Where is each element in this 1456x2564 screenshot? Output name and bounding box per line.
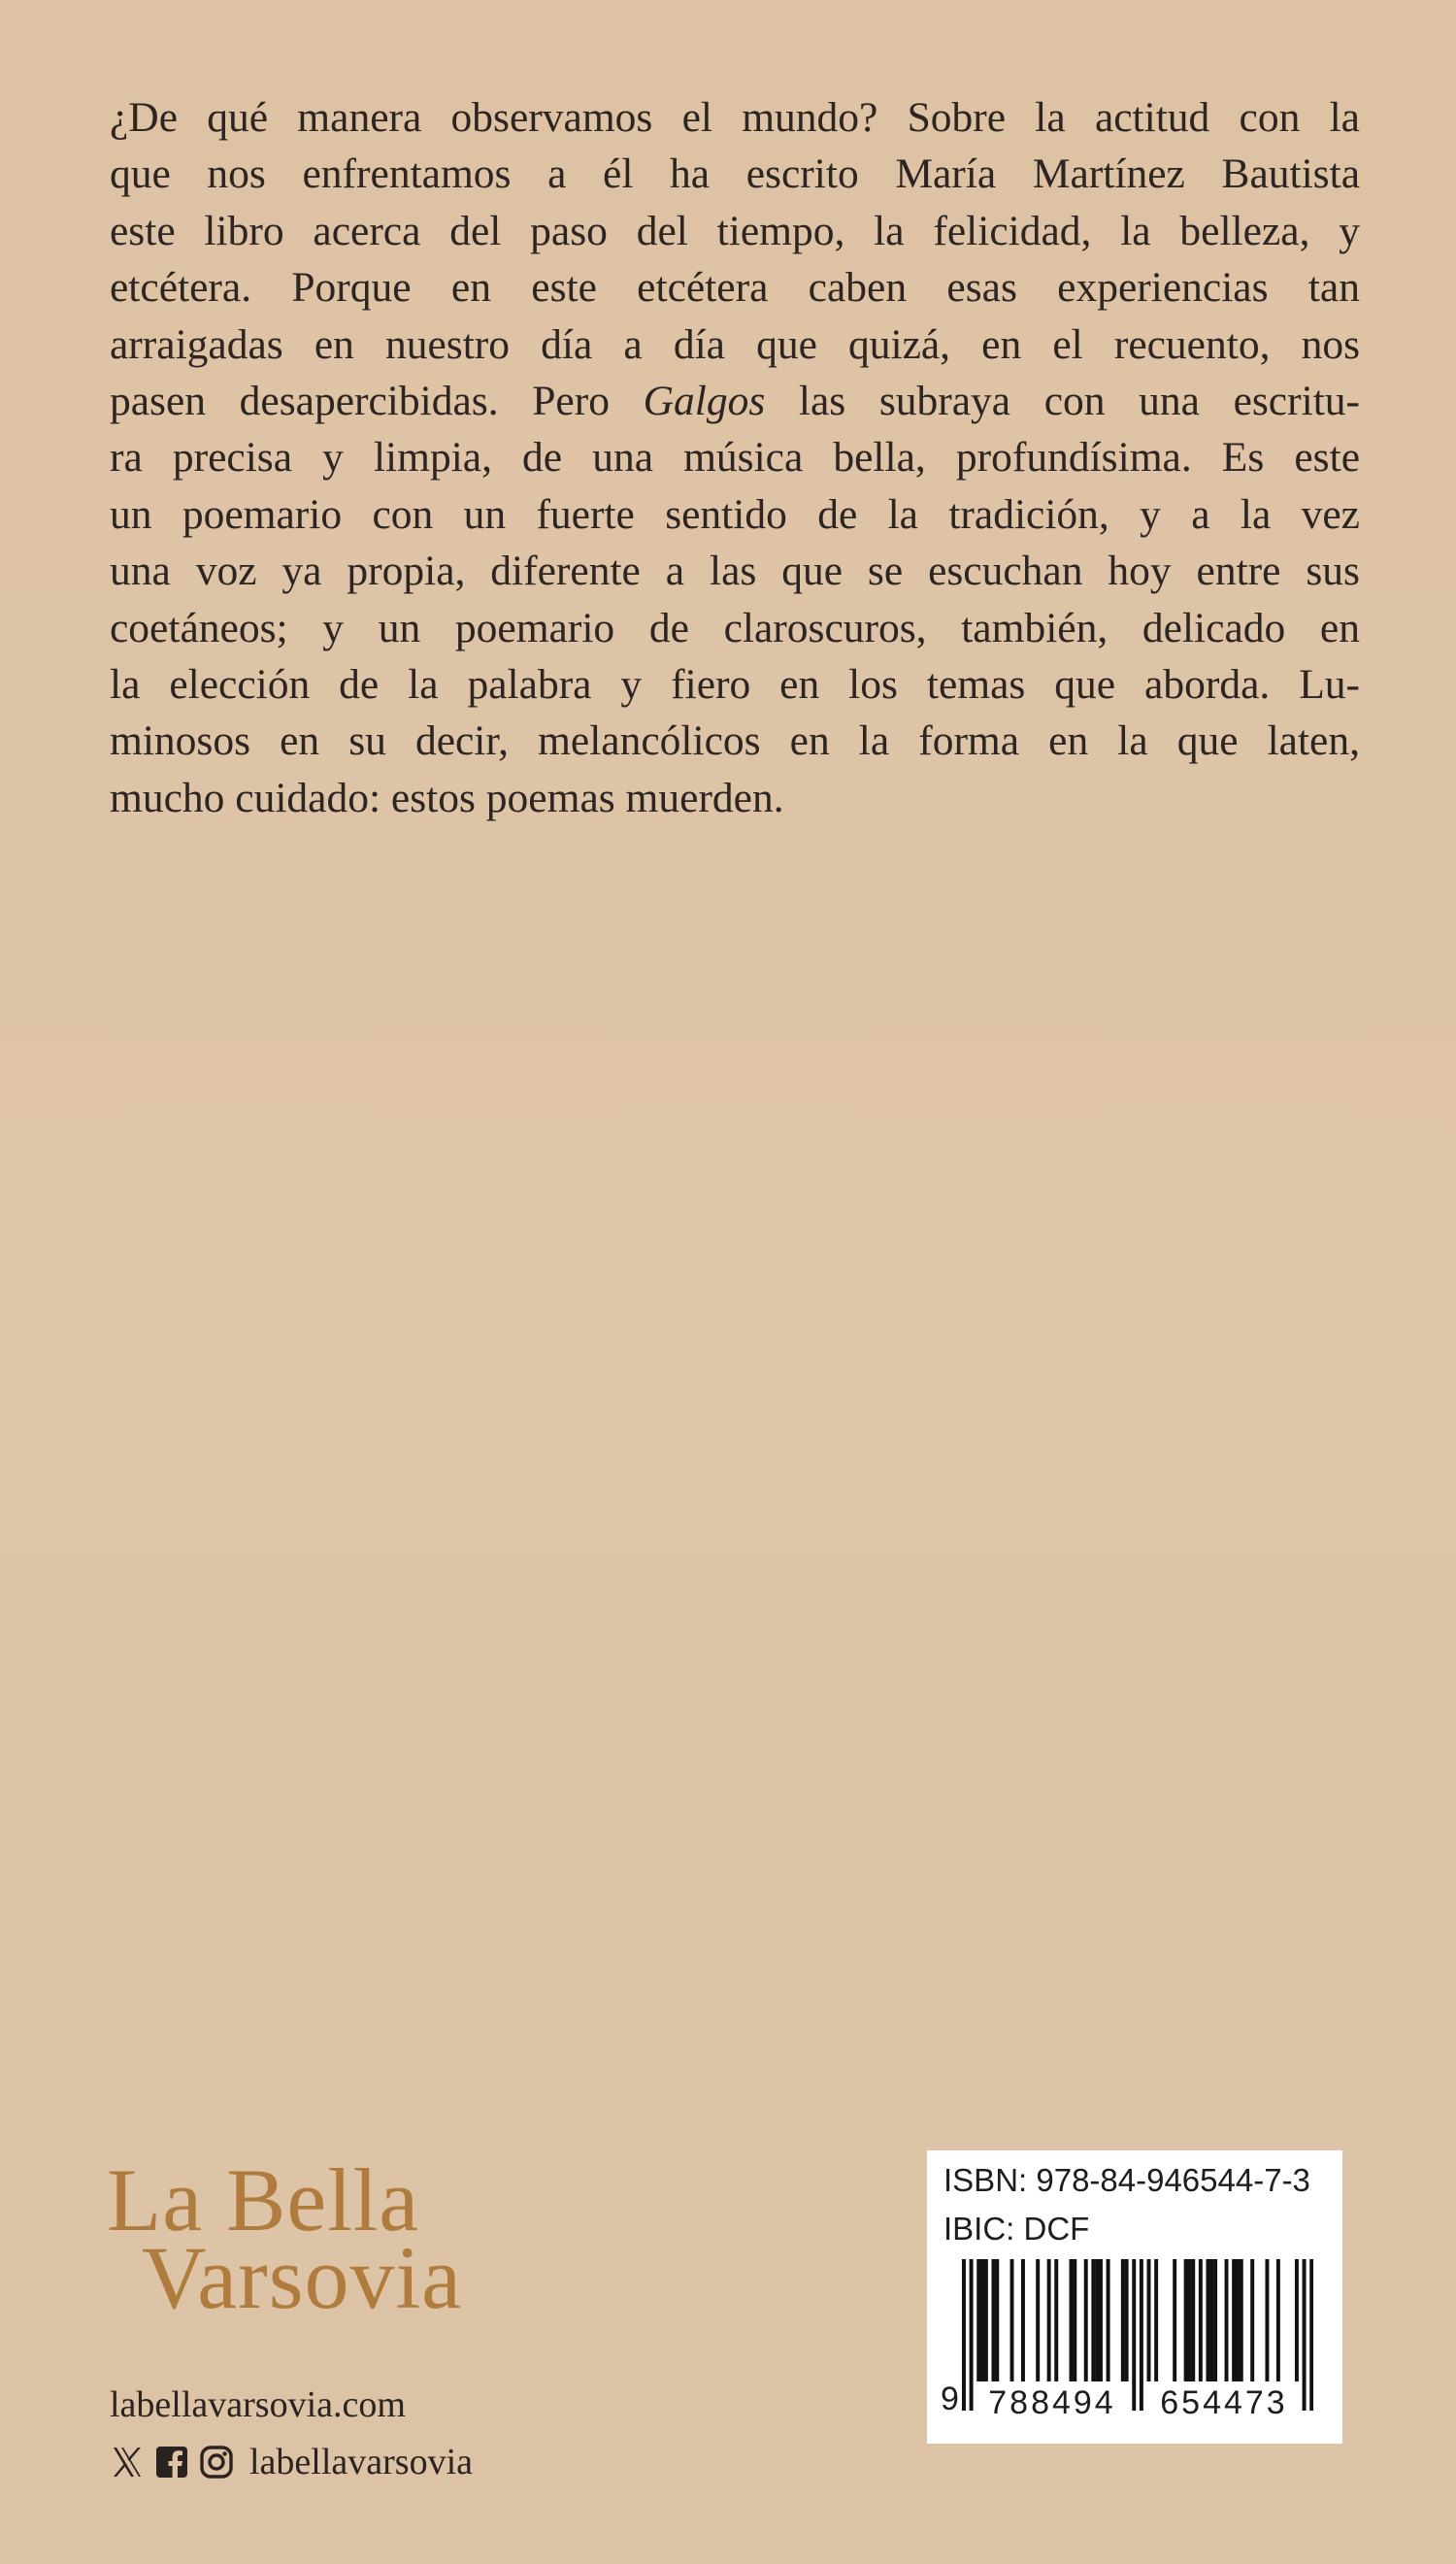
barcode-bar bbox=[1140, 2259, 1143, 2411]
barcode-bar bbox=[1232, 2259, 1236, 2381]
barcode-bar bbox=[1070, 2259, 1074, 2381]
barcode-bar bbox=[1084, 2259, 1088, 2381]
blurb-line: este libro acerca del paso del tiempo, la felicidad, la belleza, y bbox=[110, 207, 1360, 254]
blurb-line: arraigadas en nuestro día a día que quizá, en el recuento, nos bbox=[110, 320, 1360, 368]
barcode-bar bbox=[1107, 2259, 1110, 2381]
barcode-bar bbox=[1021, 2259, 1025, 2381]
barcode-bar bbox=[1036, 2259, 1040, 2381]
barcode-bar bbox=[1199, 2259, 1203, 2381]
blurb-line-part: las subraya con una escritu- bbox=[798, 377, 1361, 424]
logo-line-1: La Bella bbox=[107, 2150, 420, 2249]
barcode-bar bbox=[1236, 2259, 1240, 2381]
barcode-bar bbox=[1187, 2259, 1191, 2381]
barcode-bar bbox=[1240, 2259, 1243, 2381]
barcode-bar bbox=[1309, 2259, 1313, 2411]
barcode-bar bbox=[1147, 2259, 1151, 2381]
barcode-bar bbox=[1184, 2259, 1188, 2381]
x-icon bbox=[110, 2445, 145, 2480]
blurb-line: una voz ya propia, diferente a las que se escuchan hoy entre sus bbox=[110, 548, 1360, 595]
blurb-line: ¿De qué manera observamos el mundo? Sobre la actitud con la bbox=[110, 94, 1360, 141]
barcode-bar bbox=[1010, 2259, 1014, 2381]
logo-line-2: Varsovia bbox=[142, 2228, 462, 2327]
blurb-line: coetáneos; y un poemario de claroscuros, también, delicado en bbox=[110, 604, 1360, 651]
barcode-bar bbox=[995, 2259, 999, 2381]
barcode-bar bbox=[1054, 2259, 1058, 2381]
barcode-bar bbox=[1173, 2259, 1176, 2381]
blurb-line: un poemario con un fuerte sentido de la tradición, y a la vez bbox=[110, 490, 1360, 538]
barcode-bar bbox=[970, 2259, 974, 2411]
barcode-lead-digit: 9 bbox=[941, 2381, 959, 2417]
barcode-bar bbox=[1099, 2259, 1103, 2381]
barcode-bar bbox=[1125, 2259, 1129, 2381]
blurb-line-part: pasen desapercibidas. Pero bbox=[110, 377, 610, 424]
blurb-line-with-title bbox=[110, 373, 1360, 429]
barcode-bar bbox=[1303, 2259, 1307, 2411]
isbn-text: ISBN: 978-84-946544-7-3 bbox=[943, 2162, 1310, 2198]
blurb-line: que nos enfrentamos a él ha escrito María Martínez Bautista bbox=[110, 150, 1360, 198]
barcode-bar bbox=[962, 2259, 966, 2411]
barcode-bar bbox=[1250, 2259, 1254, 2381]
barcode-bar bbox=[1154, 2259, 1158, 2381]
publisher-website: labellavarsovia.com bbox=[110, 2384, 406, 2425]
barcode-bar bbox=[1209, 2259, 1213, 2381]
facebook-icon bbox=[154, 2445, 189, 2480]
barcode-bar bbox=[1265, 2259, 1269, 2381]
barcode-bar bbox=[1132, 2259, 1136, 2411]
barcode-bar bbox=[1225, 2259, 1229, 2381]
barcode-bar bbox=[1191, 2259, 1195, 2381]
barcode-bar bbox=[1091, 2259, 1095, 2381]
barcode-bar bbox=[1213, 2259, 1217, 2381]
barcode-left-digits: 788494 bbox=[979, 2383, 1125, 2422]
ibic-text: IBIC: DCF bbox=[943, 2211, 1090, 2247]
blurb-line: la elección de la palabra y fiero en los temas que aborda. Lu- bbox=[110, 660, 1360, 708]
barcode-bar bbox=[1276, 2259, 1280, 2381]
blurb-line: minosos en su decir, melancólicos en la forma en la que laten, bbox=[110, 717, 1360, 765]
blurb-text bbox=[110, 89, 1360, 826]
barcode-bar bbox=[1206, 2259, 1209, 2381]
barcode-label bbox=[927, 2150, 1342, 2444]
barcode-bar bbox=[984, 2259, 988, 2381]
barcode-bar bbox=[1095, 2259, 1099, 2381]
barcode-bar bbox=[1121, 2259, 1125, 2381]
instagram-icon bbox=[199, 2445, 234, 2480]
barcode-bar bbox=[980, 2259, 984, 2381]
social-handle: labellavarsovia bbox=[249, 2442, 474, 2482]
barcode-bar bbox=[1295, 2259, 1299, 2381]
blurb-line: etcétera. Porque en este etcétera caben esas experiencias tan bbox=[110, 264, 1360, 312]
social-links bbox=[110, 2439, 473, 2485]
blurb-line: ra precisa y limpia, de una música bella, profundísima. Es este bbox=[110, 434, 1360, 482]
barcode-right-digits: 654473 bbox=[1146, 2383, 1302, 2422]
barcode-bar bbox=[976, 2259, 980, 2381]
barcode-bar bbox=[1073, 2259, 1076, 2381]
barcode-bar bbox=[991, 2259, 995, 2381]
blurb-line: mucho cuidado: estos poemas muerden. bbox=[110, 774, 784, 821]
barcode-bar bbox=[1047, 2259, 1051, 2381]
book-title-galgos: Galgos bbox=[643, 377, 766, 424]
publisher-logo bbox=[107, 2150, 514, 2330]
